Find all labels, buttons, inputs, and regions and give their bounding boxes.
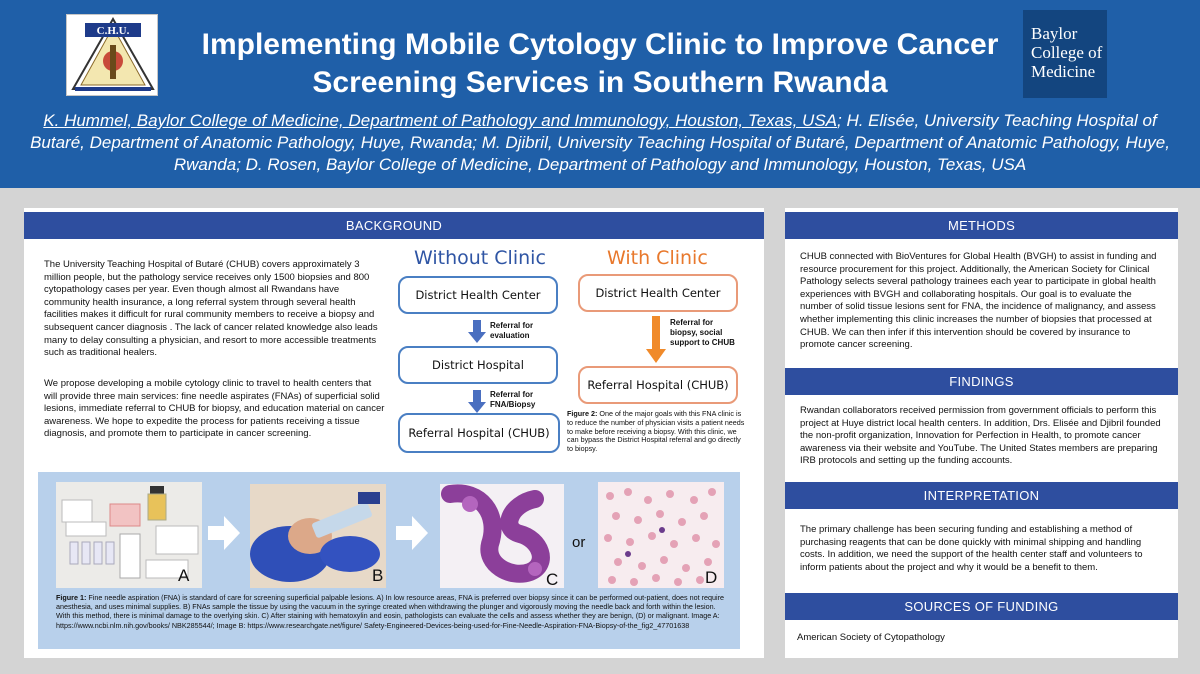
background-paragraph-1: The University Teaching Hospital of Butaré (CHUB) covers approximately 3 million people, but the pathology service receives only 1500 biopsies and 800 cytopathology cases per year. Even though almost all Rwandans have community health insurance, a long referral system through several health facilities makes it difficult for rural community members to receive a biopsy and subsequent cancer diagnosis . The lack of cancer related knowledge also leads many to delay consulting a physician, and resort to more accessible treatments such as traditional healers. (44, 259, 378, 359)
flow-referral-hospital-without: Referral Hospital (CHUB) (398, 413, 560, 453)
figure-1-caption (56, 593, 726, 630)
figure-1b-letter: B (372, 566, 384, 585)
chu-logo-text: C.H.U. (96, 25, 130, 37)
with-clinic-title: With Clinic (607, 247, 708, 269)
referral-note-biopsy-support: Referral for biopsy, social support to CHUB (670, 318, 735, 347)
figure-2-text: One of the major goals with this FNA clinic is to reduce the number of physician visits a patient needs to make before receiving a biopsy. With this clinic, we can bypass the District Hospital referral and go directly to biopsy. (567, 409, 745, 454)
title-line-2: Screening Services in Southern Rwanda (312, 66, 888, 99)
arrow-down-icon (468, 390, 486, 414)
methods-heading: METHODS (785, 212, 1178, 239)
poster-header (0, 0, 1200, 188)
background-heading: BACKGROUND (24, 212, 764, 239)
flow-district-hospital: District Hospital (398, 346, 558, 384)
background-paragraph-2: We propose developing a mobile cytology clinic to travel to health centers that will provide three main services: fine needle aspirates (FNAs) of superficial solid lesions, immediate referral to CHUB for biopsy, and education material on cancer awareness. We hope to expedite the process for patients receiving a tissue diagnosis, and promote them to participate in cancer screening. (44, 378, 385, 440)
figure-2-label: Figure 2: (567, 409, 598, 418)
other-authors: ; H. Elisée, University Teaching Hospital of Butaré, Department of Anatomic Pathology, Huye, Rwanda; M. Djibril, University Teaching Hospital of Butaré, Department of Anatomic Pathology, Huye, Rwanda; D. Rosen, Baylor College of Medicine, Department of Pathology and Immunology, Houston, Texas, USA (30, 111, 1170, 174)
interpretation-heading: INTERPRETATION (785, 482, 1178, 509)
figure-1-text: Fine needle aspiration (FNA) is standard of care for screening superficial palpable lesions. A) In low resource areas, FNA is preferred over biopsy since it can be performed out-patient, does not require anesthesia, and uses minimal supplies. B) FNAs sample the tissue by using the vacuum in the syringe created when withdrawing the plunger and vigorously moving the needle back and forth within the lesion. With this method, there is minimal damage to the overlying skin. C) After staining with hematoxylin and eosin, pathologists can evaluate the cells and assess whether they are benign, (D) or malignant. Image A: https://www.ncbi.nlm.nih.gov/books/ NBK285544/; Image B: https://www.researchgate.net/figure/ Safety-Engineered-Devices-being-used-for-Fine-Needle-Aspiration-FNA-Biopsy-of-the_fig2_47701638 (56, 593, 724, 630)
arrow-down-icon (646, 316, 666, 364)
figure-1b-image (250, 484, 386, 588)
or-label: or (572, 534, 586, 551)
title-line-1: Implementing Mobile Cytology Clinic to Improve Cancer (201, 28, 999, 61)
figure-1-label: Figure 1: (56, 593, 87, 602)
referral-note-fna-biopsy: Referral for FNA/Biopsy (490, 390, 536, 409)
baylor-logo-line-1: Baylor (1031, 24, 1078, 43)
findings-heading: FINDINGS (785, 368, 1178, 395)
funding-heading: SOURCES OF FUNDING (785, 593, 1178, 620)
first-author: K. Hummel, Baylor College of Medicine, Department of Pathology and Immunology, Houston, Texas, USA (43, 111, 838, 130)
referral-note-evaluation: Referral for evaluation (490, 321, 534, 340)
author-list (30, 110, 1170, 176)
baylor-logo-line-3: Medicine (1031, 62, 1096, 81)
without-clinic-title: Without Clinic (414, 247, 546, 269)
arrow-right-icon (208, 516, 240, 550)
figure-2-caption (567, 410, 745, 454)
baylor-logo-line-2: College of (1031, 43, 1103, 62)
methods-text: CHUB connected with BioVentures for Global Health (BVGH) to assist in funding and resource procurement for this project. Additionally, the American Society for Clinical Pathology selects several pathology trainees each year to participate in global health experiences with BVGH and collaborating hospitals. Our goal is to evaluate the number of solid tissue lesions sent for FNA, the incidence of malignancy, and assess whether implementing this clinic increases the number of biopsies that processed at CHUB. We can then infer if this intervention should be covered by insurance to promote cancer screening. (800, 251, 1157, 351)
chu-logo (66, 14, 158, 96)
poster-title (150, 26, 1050, 102)
figure-1c-letter: C (546, 570, 559, 589)
flow-referral-hospital-with: Referral Hospital (CHUB) (578, 366, 738, 404)
figure-1a-letter: A (178, 566, 190, 585)
arrow-right-icon (396, 516, 428, 550)
interpretation-text: The primary challenge has been securing funding and establishing a method of purchasing reagents that can be done quickly with minimal shipping and handling costs. In addition, we need the support of the health center staff and volunteers to inform patients about the project and why it would be a benefit to them. (800, 524, 1143, 573)
flow-district-health-center-without: District Health Center (398, 276, 558, 314)
funding-text: American Society of Cytopathology (797, 632, 945, 643)
baylor-logo (1023, 10, 1107, 98)
arrow-down-icon (468, 320, 486, 344)
findings-text: Rwandan collaborators received permission from government officials to perform this project at Huye district local health centers. In addition, Drs. Elisée and Djibril founded the non-profit organization, Innovation for Perfection in Health, to promote cancer awareness via their website and YouTube. The United States members are preparing IRB protocols and setting up the funding accounts. (800, 405, 1161, 467)
figure-1d-letter: D (705, 568, 718, 587)
flow-district-health-center-with: District Health Center (578, 274, 738, 312)
